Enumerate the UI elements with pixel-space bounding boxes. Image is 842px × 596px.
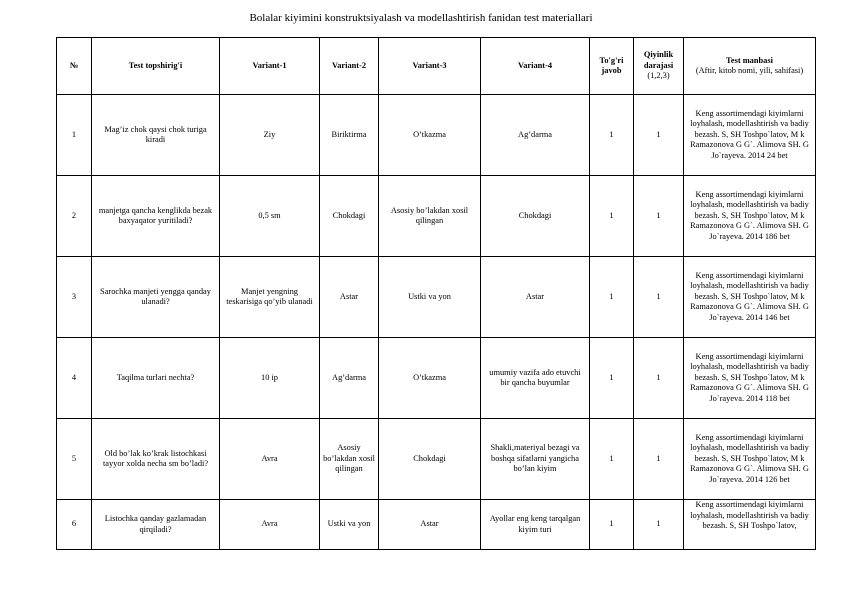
test-table bbox=[56, 37, 816, 550]
cell-task: Listochka qanday gazlamadan qirqiladi? bbox=[92, 500, 220, 550]
cell-num: 5 bbox=[57, 419, 92, 500]
cell-variant-2: Asosiy bo’lakdan xosil qilingan bbox=[320, 419, 379, 500]
cell-answer: 1 bbox=[590, 95, 634, 176]
table-row bbox=[57, 257, 816, 338]
table-row bbox=[57, 500, 816, 550]
cell-variant-4: umumiy vazifa ado etuvchi bir qancha buyumlar bbox=[481, 338, 590, 419]
cell-num: 6 bbox=[57, 500, 92, 550]
cell-difficulty: 1 bbox=[634, 176, 684, 257]
cell-variant-3: Astar bbox=[379, 500, 481, 550]
cell-num: 3 bbox=[57, 257, 92, 338]
cell-task: Taqilma turlari nechta? bbox=[92, 338, 220, 419]
header-task: Test topshirig'i bbox=[92, 38, 220, 95]
cell-num: 1 bbox=[57, 95, 92, 176]
header-source bbox=[684, 38, 816, 95]
cell-variant-1: Avra bbox=[220, 419, 320, 500]
table-header-row bbox=[57, 38, 816, 95]
cell-source: Keng assortimendagi kiyimlarni loyhalash, modellashtirish va badiy bezash. S, SH Toshpo`latov, M k Ramazonova G G`. Alimova SH. G Jo`rayeva. 2014 126 bet bbox=[684, 419, 816, 500]
cell-task: Mag’iz chok qaysi chok turiga kiradi bbox=[92, 95, 220, 176]
cell-variant-1: Manjet yengning teskarisiga qo’yib ulanadi bbox=[220, 257, 320, 338]
cell-variant-4: Chokdagi bbox=[481, 176, 590, 257]
header-difficulty-sub: (1,2,3) bbox=[647, 71, 670, 81]
cell-task: manjetga qancha kenglikda bezak baxyaqator yuritiladi? bbox=[92, 176, 220, 257]
cell-variant-3: Ustki va yon bbox=[379, 257, 481, 338]
cell-variant-1: Avra bbox=[220, 500, 320, 550]
cell-difficulty: 1 bbox=[634, 257, 684, 338]
cell-num: 4 bbox=[57, 338, 92, 419]
cell-variant-4: Ayollar eng keng tarqalgan kiyim turi bbox=[481, 500, 590, 550]
cell-source: Keng assortimendagi kiyimlarni loyhalash, modellashtirish va badiy bezash. S, SH Toshpo`latov, M k Ramazonova G G`. Alimova SH. G Jo`rayeva. 2014 118 bet bbox=[684, 338, 816, 419]
cell-source: Keng assortimendagi kiyimlarni loyhalash, modellashtirish va badiy bezash. S, SH Toshpo`latov, bbox=[684, 500, 816, 550]
cell-answer: 1 bbox=[590, 419, 634, 500]
cell-difficulty: 1 bbox=[634, 95, 684, 176]
header-variant-1: Variant-1 bbox=[220, 38, 320, 95]
header-answer: To'g'ri javob bbox=[590, 38, 634, 95]
cell-variant-1: Ziy bbox=[220, 95, 320, 176]
cell-variant-3: Asosiy bo’lakdan xosil qilingan bbox=[379, 176, 481, 257]
cell-answer: 1 bbox=[590, 257, 634, 338]
header-variant-3: Variant-3 bbox=[379, 38, 481, 95]
cell-answer: 1 bbox=[590, 338, 634, 419]
cell-variant-3: O’tkazma bbox=[379, 338, 481, 419]
cell-variant-4: Ag’darma bbox=[481, 95, 590, 176]
header-num: № bbox=[57, 38, 92, 95]
cell-variant-2: Ag’darma bbox=[320, 338, 379, 419]
cell-variant-2: Chokdagi bbox=[320, 176, 379, 257]
cell-source: Keng assortimendagi kiyimlarni loyhalash, modellashtirish va badiy bezash. S, SH Toshpo`latov, M k Ramazonova G G`. Alimova SH. G Jo`rayeva. 2014 186 bet bbox=[684, 176, 816, 257]
header-difficulty-label: Qiyinlik darajasi bbox=[643, 50, 674, 70]
header-difficulty bbox=[634, 38, 684, 95]
cell-variant-4: Astar bbox=[481, 257, 590, 338]
table-row bbox=[57, 419, 816, 500]
cell-variant-4: Shakli,materiyal bezagi va boshqa sifatlarni yangicha bo’lan kiyim bbox=[481, 419, 590, 500]
cell-answer: 1 bbox=[590, 500, 634, 550]
cell-variant-3: Chokdagi bbox=[379, 419, 481, 500]
cell-task: Sarochka manjeti yengga qanday ulanadi? bbox=[92, 257, 220, 338]
cell-variant-2: Astar bbox=[320, 257, 379, 338]
cell-variant-2: Biriktirma bbox=[320, 95, 379, 176]
header-variant-2: Variant-2 bbox=[320, 38, 379, 95]
cell-num: 2 bbox=[57, 176, 92, 257]
header-source-sub: (Aftir, kitob nomi, yili, sahifasi) bbox=[695, 66, 804, 75]
header-source-label: Test manbasi bbox=[726, 55, 773, 65]
cell-variant-2: Ustki va yon bbox=[320, 500, 379, 550]
document-title: Bolalar kiyimini konstruktsiyalash va modellashtirish fanidan test materiallari bbox=[249, 12, 593, 24]
cell-task: Old bo’lak ko’krak listochkasi tayyor xolda necha sm bo’ladi? bbox=[92, 419, 220, 500]
cell-answer: 1 bbox=[590, 176, 634, 257]
table-row bbox=[57, 176, 816, 257]
header-variant-4: Variant-4 bbox=[481, 38, 590, 95]
cell-difficulty: 1 bbox=[634, 419, 684, 500]
table-row bbox=[57, 338, 816, 419]
cell-source: Keng assortimendagi kiyimlarni loyhalash, modellashtirish va badiy bezash. S, SH Toshpo`latov, M k Ramazonova G G`. Alimova SH. G Jo`rayeva. 2014 24 bet bbox=[684, 95, 816, 176]
cell-variant-1: 0,5 sm bbox=[220, 176, 320, 257]
cell-source: Keng assortimendagi kiyimlarni loyhalash, modellashtirish va badiy bezash. S, SH Toshpo`latov, M k Ramazonova G G`. Alimova SH. G Jo`rayeva. 2014 146 bet bbox=[684, 257, 816, 338]
cell-difficulty: 1 bbox=[634, 500, 684, 550]
cell-variant-1: 10 ip bbox=[220, 338, 320, 419]
cell-variant-3: O’tkazma bbox=[379, 95, 481, 176]
cell-difficulty: 1 bbox=[634, 338, 684, 419]
table-row bbox=[57, 95, 816, 176]
